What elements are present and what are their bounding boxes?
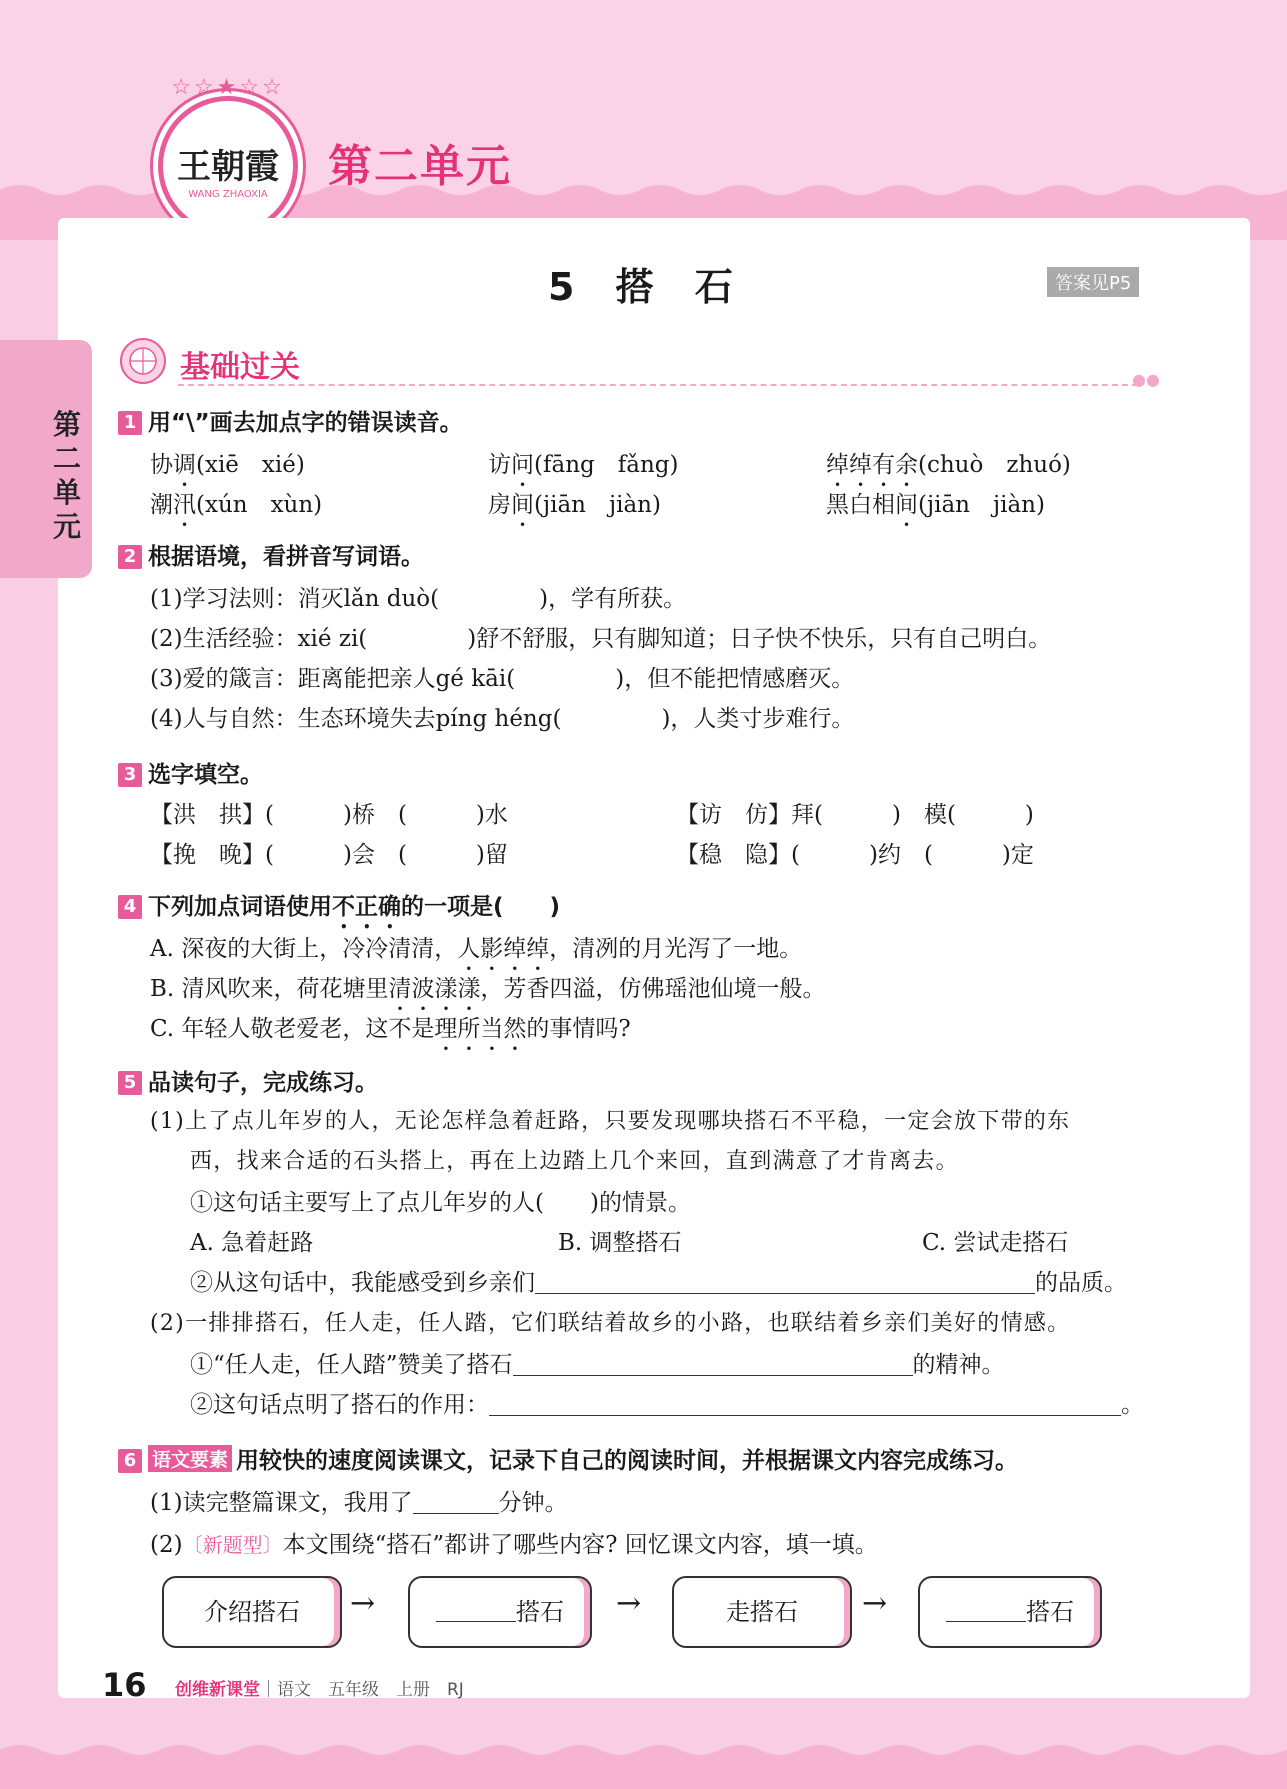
answer-reference: 答案见P5 <box>1047 267 1139 297</box>
arrow-icon: → <box>350 1586 376 1621</box>
section-title: 基础过关 <box>180 350 300 385</box>
question-number: 4 <box>118 895 142 919</box>
star-icons: ☆☆★☆☆ <box>171 75 285 100</box>
question-1 <box>118 404 463 437</box>
q4-option: A. 深夜的大街上，冷冷清清，人影绰绰，清冽的月光泻了一地。 <box>150 936 803 962</box>
arrow-icon: → <box>862 1586 888 1621</box>
q3-row: 【稳 隐】( )约 ( )定 <box>676 842 1034 868</box>
q3-row: 【洪 拱】( )桥 ( )水 <box>150 802 508 828</box>
q2-item: (3)爱的箴言：距离能把亲人gé kāi( )，但不能把情感磨灭。 <box>150 666 855 692</box>
flow-step-4: 搭石 <box>918 1576 1102 1648</box>
question-2 <box>118 538 424 571</box>
side-tab-label: 第二单元 <box>52 408 81 543</box>
q6-sub-1: (1)读完整篇课文，我用了 分钟。 <box>150 1490 568 1516</box>
q1-item: 绰绰有余(chuò zhuó) <box>826 452 1071 478</box>
q1-item: 房间(jiān jiàn) <box>488 492 661 518</box>
flow-step-2: 搭石 <box>408 1576 592 1648</box>
question-prompt: 根据语境，看拼音写词语。 <box>148 544 424 570</box>
q5-option-c: C. 尝试走搭石 <box>922 1230 1069 1256</box>
flow-step-3: 走搭石 <box>672 1576 852 1648</box>
q1-item: 协调(xiē xié) <box>150 452 305 478</box>
question-prompt: 选字填空。 <box>148 762 263 788</box>
q2-item: (2)生活经验：xié zi( )舒不舒服，只有脚知道；日子快不快乐，只有自己明白。 <box>150 626 1052 652</box>
q5-sentence-2: (2)一排排搭石，任人走，任人踏，它们联结着故乡的小路，也联结着乡亲们美好的情感。 <box>150 1311 1071 1336</box>
answer-blank[interactable] <box>489 1391 1121 1416</box>
arrow-icon: → <box>616 1586 642 1621</box>
globe-icon <box>118 336 168 386</box>
q5-fill-line: ②从这句话中，我能感受到乡亲们 的品质。 <box>190 1270 1127 1296</box>
q4-option: C. 年轻人敬老爱老，这不是理所当然的事情吗? <box>150 1016 631 1042</box>
q2-item: (1)学习法则：消灭lǎn duò( )，学有所获。 <box>150 586 687 612</box>
lesson-title: 5 搭 石 <box>548 265 747 309</box>
question-6 <box>118 1442 1018 1475</box>
question-number: 1 <box>118 411 142 435</box>
q6-sub-2: (2)〔新题型〕本文围绕“搭石”都讲了哪些内容? 回忆课文内容，填一填。 <box>150 1532 878 1558</box>
question-number: 5 <box>118 1071 142 1095</box>
q4-option: B. 清风吹来，荷花塘里清波漾漾，芳香四溢，仿佛瑶池仙境一般。 <box>150 976 826 1002</box>
question-number: 6 <box>118 1449 142 1473</box>
q5-sentence-1: (1)上了点儿年岁的人，无论怎样急着赶路，只要发现哪块搭石不平稳，一定会放下带的东 <box>150 1109 1071 1134</box>
page-number: 16 <box>102 1666 147 1704</box>
unit-title: 第二单元 <box>328 141 512 192</box>
q1-item: 潮汛(xún xùn) <box>150 492 323 518</box>
question-number: 3 <box>118 763 142 787</box>
q5-fill-line: ①“任人走，任人踏”赞美了搭石 的精神。 <box>190 1352 1005 1378</box>
q5-option-a: A. 急着赶路 <box>190 1230 314 1256</box>
q5-sub-question: ①这句话主要写上了点儿年岁的人( )的情景。 <box>190 1190 691 1216</box>
question-prompt: 品读句子，完成练习。 <box>148 1070 378 1096</box>
footer-wave <box>0 1730 1287 1789</box>
q5-sentence-1-cont: 西，找来合适的石头搭上，再在上边踏上几个来回，直到满意了才肯离去。 <box>190 1149 959 1174</box>
answer-blank[interactable] <box>946 1597 1026 1622</box>
answer-blank[interactable] <box>413 1489 499 1514</box>
flow-step-1: 介绍搭石 <box>162 1576 342 1648</box>
logo-sub: WANG ZHAOXIA <box>188 189 268 200</box>
q3-row: 【访 仿】拜( ) 模( ) <box>676 802 1034 828</box>
dots-decoration: ●● <box>1132 370 1160 389</box>
q1-item: 黑白相间(jiān jiàn) <box>826 492 1045 518</box>
question-number: 2 <box>118 545 142 569</box>
element-tag: 语文要素 <box>148 1445 232 1472</box>
logo-name: 王朝霞 <box>177 147 279 187</box>
answer-blank[interactable] <box>436 1597 516 1622</box>
q3-row: 【挽 晚】( )会 ( )留 <box>150 842 508 868</box>
q5-option-b: B. 调整搭石 <box>558 1230 682 1256</box>
answer-blank[interactable] <box>513 1351 913 1376</box>
question-4: 4 下列加点词语使用不正确的一项是( ) <box>118 888 560 934</box>
question-prompt: 用较快的速度阅读课文，记录下自己的阅读时间，并根据课文内容完成练习。 <box>236 1448 1019 1474</box>
section-divider <box>178 384 1138 386</box>
brand-logo <box>158 75 298 236</box>
footer-info: 创维新课堂｜语文 五年级 上册 RJ <box>175 1680 464 1700</box>
answer-blank[interactable] <box>535 1269 1035 1294</box>
new-type-tag: 〔新题型〕 <box>182 1533 283 1557</box>
q2-item: (4)人与自然：生态环境失去píng héng( )，人类寸步难行。 <box>150 706 855 732</box>
q5-fill-line: ②这句话点明了搭石的作用： 。 <box>190 1392 1144 1418</box>
q1-item: 访问(fāng fǎng) <box>488 452 679 478</box>
question-3 <box>118 756 263 789</box>
question-5 <box>118 1064 378 1097</box>
question-prompt: 用“\”画去加点字的错误读音。 <box>148 410 463 436</box>
